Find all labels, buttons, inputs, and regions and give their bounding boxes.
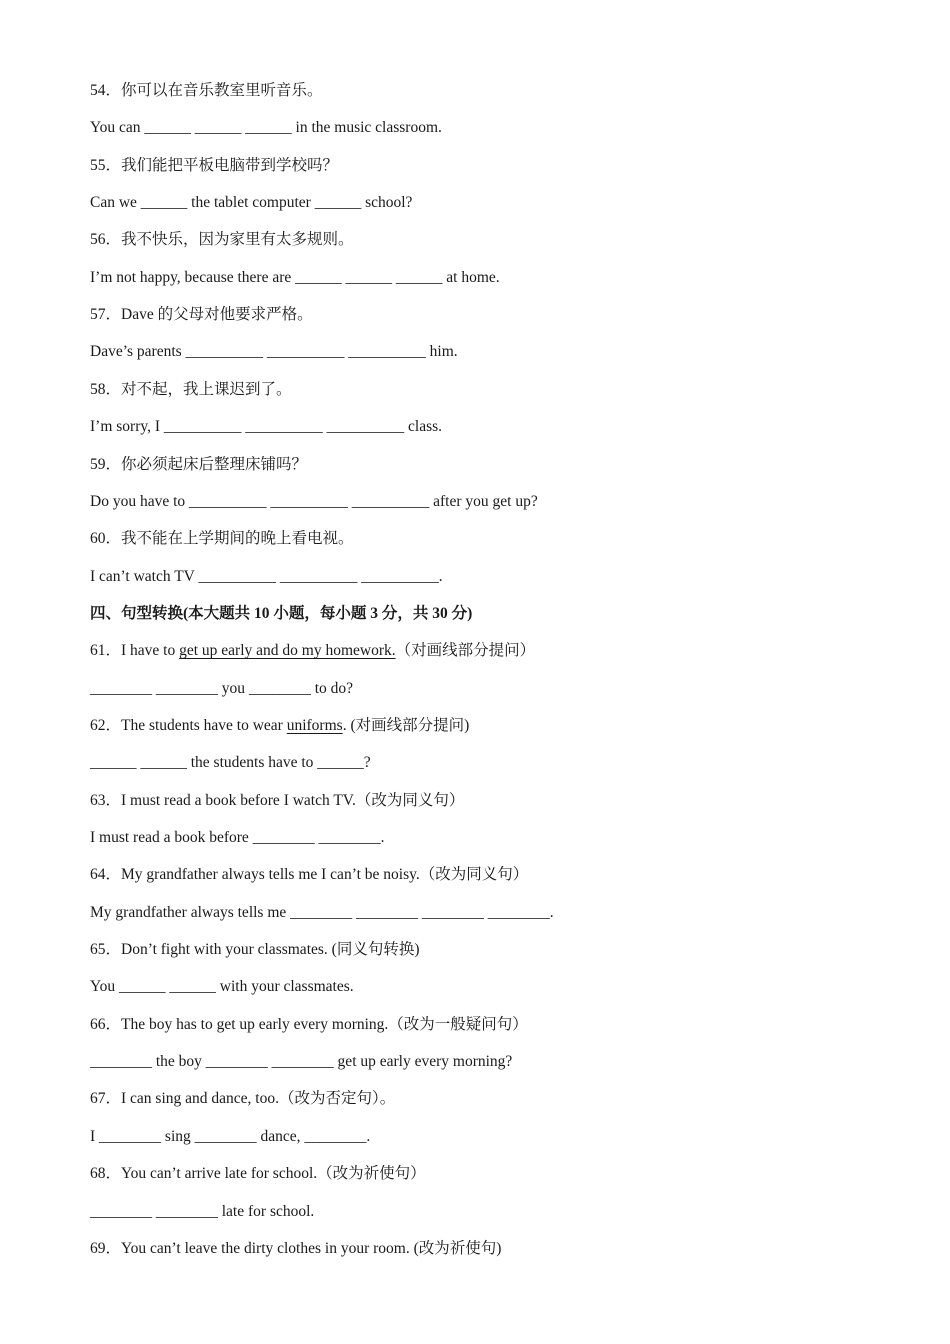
text-segment: I’m sorry, I __________ __________ __________ class. [90,418,443,435]
answer-line [90,1015,528,1035]
text-segment: Do you have to __________ __________ __________ after you get up? [90,493,538,510]
question-prompt [90,81,323,101]
text-segment: I’m not happy, because there are ______ ______ ______ at home. [90,269,500,286]
text-segment: 68．You can’t arrive late for school.（改为祈使句） [90,1165,426,1182]
text-segment: （对画线部分提问） [395,642,536,659]
answer-line [90,342,458,362]
question-prompt [90,230,354,250]
text-segment: 56．我不快乐，因为家里有太多规则。 [90,231,354,248]
question-prompt [90,156,338,176]
text-segment: 58．对不起，我上课迟到了。 [90,381,292,398]
question-prompt [90,753,371,773]
answer-line [90,417,442,437]
answer-line [90,865,528,885]
text-segment: 60．我不能在上学期间的晚上看电视。 [90,530,354,547]
underlined-phrase: get up early and do my homework. [179,642,396,659]
answer-line [90,492,538,512]
question-prompt [90,305,313,325]
text-segment: 67．I can sing and dance, too.（改为否定句）。 [90,1090,396,1107]
answer-line [90,716,469,736]
answer-line [90,641,535,661]
section-heading [90,604,472,624]
text-segment: 65．Don’t fight with your classmates. (同义句转换) [90,941,420,958]
text-segment: I can’t watch TV __________ __________ __________. [90,568,443,585]
question-prompt [90,1202,314,1222]
text-segment: 54．你可以在音乐教室里听音乐。 [90,82,323,99]
text-segment: 59．你必须起床后整理床铺吗？ [90,456,308,473]
text-segment: 四、句型转换(本大题共 10 小题，每小题 3 分，共 30 分) [90,605,473,622]
text-segment: 64．My grandfather always tells me I can’t be noisy.（改为同义句） [90,866,529,883]
answer-line [90,268,500,288]
answer-line [90,567,443,587]
answer-line [90,1239,501,1259]
question-prompt [90,977,354,997]
text-segment: You can ______ ______ ______ in the music classroom. [90,119,442,136]
question-prompt [90,1127,370,1147]
text-segment: ________ ________ late for school. [90,1203,315,1220]
text-segment: ________ ________ you ________ to do? [90,680,354,697]
text-segment: ________ the boy ________ ________ get up early every morning? [90,1053,513,1070]
text-segment: I ________ sing ________ dance, ________. [90,1128,371,1145]
question-prompt [90,828,384,848]
text-segment: My grandfather always tells me ________ ________ ________ ________. [90,904,554,921]
text-segment: 57．Dave 的父母对他要求严格。 [90,306,313,323]
text-segment: I must read a book before ________ ________. [90,829,385,846]
text-segment: 63．I must read a book before I watch TV.（改为同义句） [90,792,465,809]
text-segment: Can we ______ the tablet computer ______ school? [90,194,413,211]
text-segment: 62．The students have to wear [90,717,287,734]
text-segment: Dave’s parents __________ __________ __________ him. [90,343,458,360]
text-segment: 55．我们能把平板电脑带到学校吗？ [90,157,339,174]
text-segment: 69．You can’t leave the dirty clothes in your room. (改为祈使句) [90,1240,502,1257]
underlined-phrase: uniforms [286,717,343,734]
answer-line [90,791,464,811]
question-prompt [90,1052,512,1072]
question-prompt [90,529,354,549]
text-segment: 66．The boy has to get up early every morning.（改为一般疑问句） [90,1016,528,1033]
question-prompt [90,679,353,699]
answer-line [90,1164,426,1184]
answer-line [90,193,412,213]
text-segment: 61．I have to [90,642,180,659]
question-prompt [90,903,554,923]
question-prompt [90,455,307,475]
text-segment: ______ ______ the students have to ______? [90,754,371,771]
answer-line [90,940,419,960]
question-prompt [90,380,292,400]
text-segment: . (对画线部分提问) [342,717,470,734]
answer-line [90,1089,395,1109]
answer-line [90,118,442,138]
text-segment: You ______ ______ with your classmates. [90,978,354,995]
